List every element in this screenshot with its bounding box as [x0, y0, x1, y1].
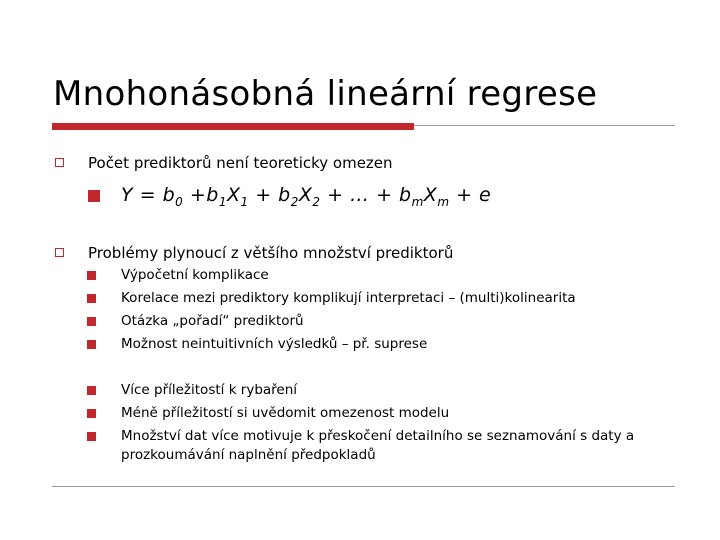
- regression-formula: $Y = b_0 +b_1X_1 + b_2X_2$ + … + $b_mX_m + e$: [121, 184, 492, 209]
- solid-square-bullet-icon: [87, 386, 96, 395]
- solid-square-bullet-icon: [87, 409, 96, 418]
- subitem-fishing: Více příležitostí k rybaření: [121, 382, 298, 398]
- solid-square-bullet-icon: [88, 190, 100, 202]
- title-accent-bar: [52, 123, 414, 130]
- subitem-model-limits: Méně příležitostí si uvědomit omezenost modelu: [121, 405, 450, 421]
- solid-square-bullet-icon: [87, 271, 96, 280]
- item-predictor-count: Počet prediktorů není teoreticky omezen: [88, 154, 393, 172]
- hollow-square-bullet-icon: [55, 158, 64, 167]
- solid-square-bullet-icon: [87, 432, 96, 441]
- item-problems: Problémy plynoucí z většího množství prediktorů: [88, 244, 454, 262]
- subitem-collinearity: Korelace mezi prediktory komplikují interpretaci – (multi)kolinearita: [121, 290, 576, 306]
- bottom-divider: [52, 486, 675, 487]
- solid-square-bullet-icon: [87, 340, 96, 349]
- slide-title: Mnohonásobná lineární regrese: [53, 74, 598, 114]
- subitem-order: Otázka „pořadí“ prediktorů: [121, 313, 304, 329]
- solid-square-bullet-icon: [87, 294, 96, 303]
- subitem-computation: Výpočetní komplikace: [121, 267, 269, 283]
- subitem-data-amount: Množství dat více motivuje k přeskočení detailního se seznamování s daty a: [121, 428, 635, 444]
- subitem-data-amount-continuation: prozkoumávání naplnění předpokladů: [121, 447, 376, 463]
- subitem-suppression: Možnost neintuitivních výsledků – př. suprese: [121, 336, 428, 352]
- hollow-square-bullet-icon: [55, 248, 64, 257]
- solid-square-bullet-icon: [87, 317, 96, 326]
